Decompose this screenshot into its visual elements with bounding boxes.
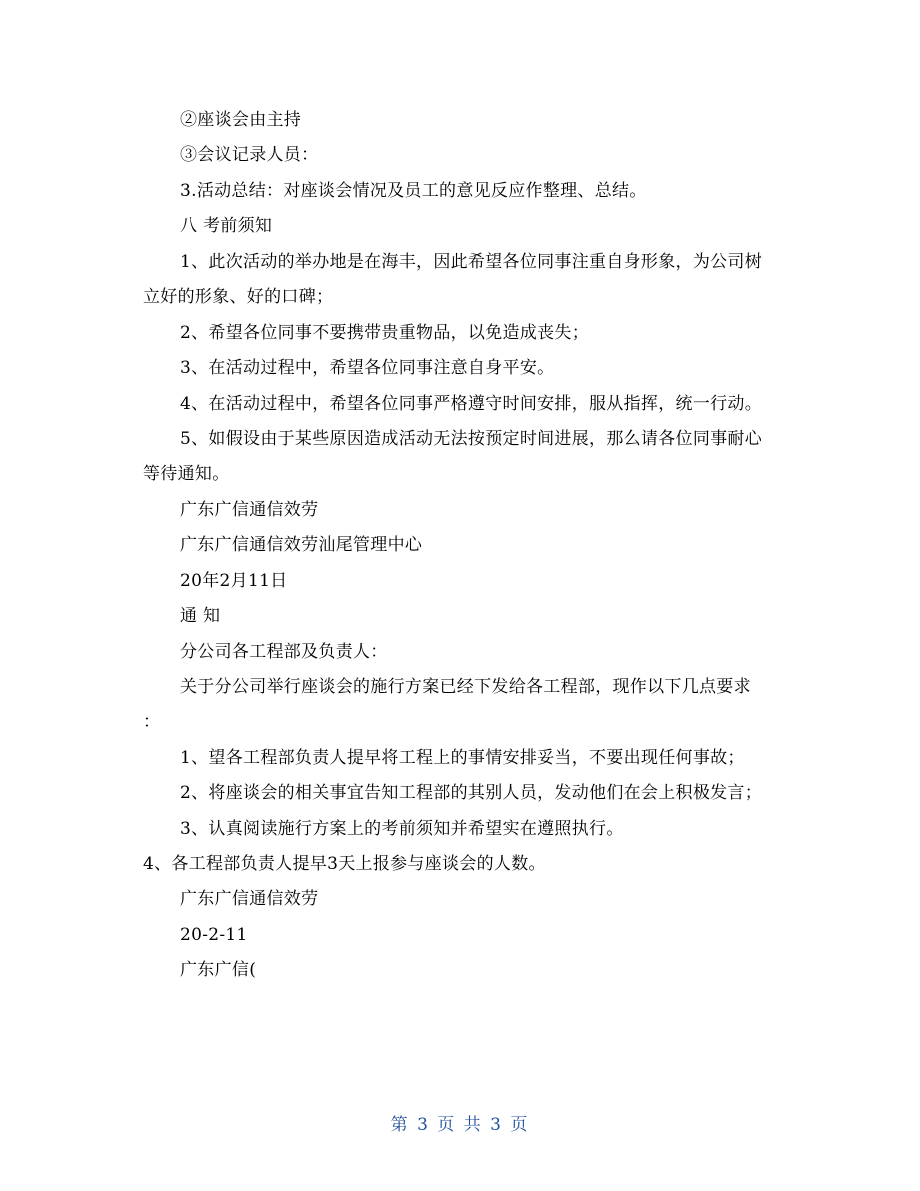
notice-title: 通 知 bbox=[180, 606, 221, 626]
text-line: 立好的形象、好的口碑； bbox=[143, 287, 334, 307]
text-line: 4、在活动过程中，希望各位同事严格遵守时间安排，服从指挥，统一行动。 bbox=[180, 394, 763, 414]
salutation: 分公司各工程部及负责人： bbox=[180, 642, 388, 662]
date-line: 20-2-11 bbox=[180, 925, 248, 945]
text-line: ： bbox=[143, 712, 161, 732]
text-line: 5、如假设由于某些原因造成活动无法按预定时间进展，那么请各位同事耐心 bbox=[180, 429, 763, 449]
text-line: 1、此次活动的举办地是在海丰，因此希望各位同事注重自身形象，为公司树 bbox=[180, 252, 763, 272]
signature-line: 广东广信通信效劳 bbox=[180, 500, 319, 520]
date-line: 20年2月11日 bbox=[180, 571, 288, 591]
section-heading: 八 考前须知 bbox=[180, 216, 273, 236]
page-number-footer: 第 3 页 共 3 页 bbox=[390, 1115, 530, 1135]
text-line: 2、希望各位同事不要携带贵重物品，以免造成丧失； bbox=[180, 323, 590, 343]
text-line: 2、将座谈会的相关事宜告知工程部的其别人员，发动他们在会上积极发言； bbox=[180, 783, 763, 803]
text-line: 等待通知。 bbox=[143, 464, 230, 484]
text-line: 4、各工程部负责人提早3天上报参与座谈会的人数。 bbox=[143, 854, 546, 874]
text-line: ③会议记录人员： bbox=[180, 145, 319, 165]
signature-line: 广东广信通信效劳 bbox=[180, 889, 319, 909]
text-line: 关于分公司举行座谈会的施行方案已经下发给各工程部，现作以下几点要求 bbox=[180, 677, 751, 697]
text-line: 3.活动总结：对座谈会情况及员工的意见反应作整理、总结。 bbox=[180, 181, 647, 201]
text-line: ②座谈会由主持 bbox=[180, 110, 302, 130]
text-line: 广东广信( bbox=[180, 960, 257, 980]
text-line: 3、认真阅读施行方案上的考前须知并希望实在遵照执行。 bbox=[180, 819, 624, 839]
text-line: 3、在活动过程中，希望各位同事注意自身平安。 bbox=[180, 358, 555, 378]
text-line: 1、望各工程部负责人提早将工程上的事情安排妥当，不要出现任何事故； bbox=[180, 748, 745, 768]
signature-line: 广东广信通信效劳汕尾管理中心 bbox=[180, 535, 423, 555]
